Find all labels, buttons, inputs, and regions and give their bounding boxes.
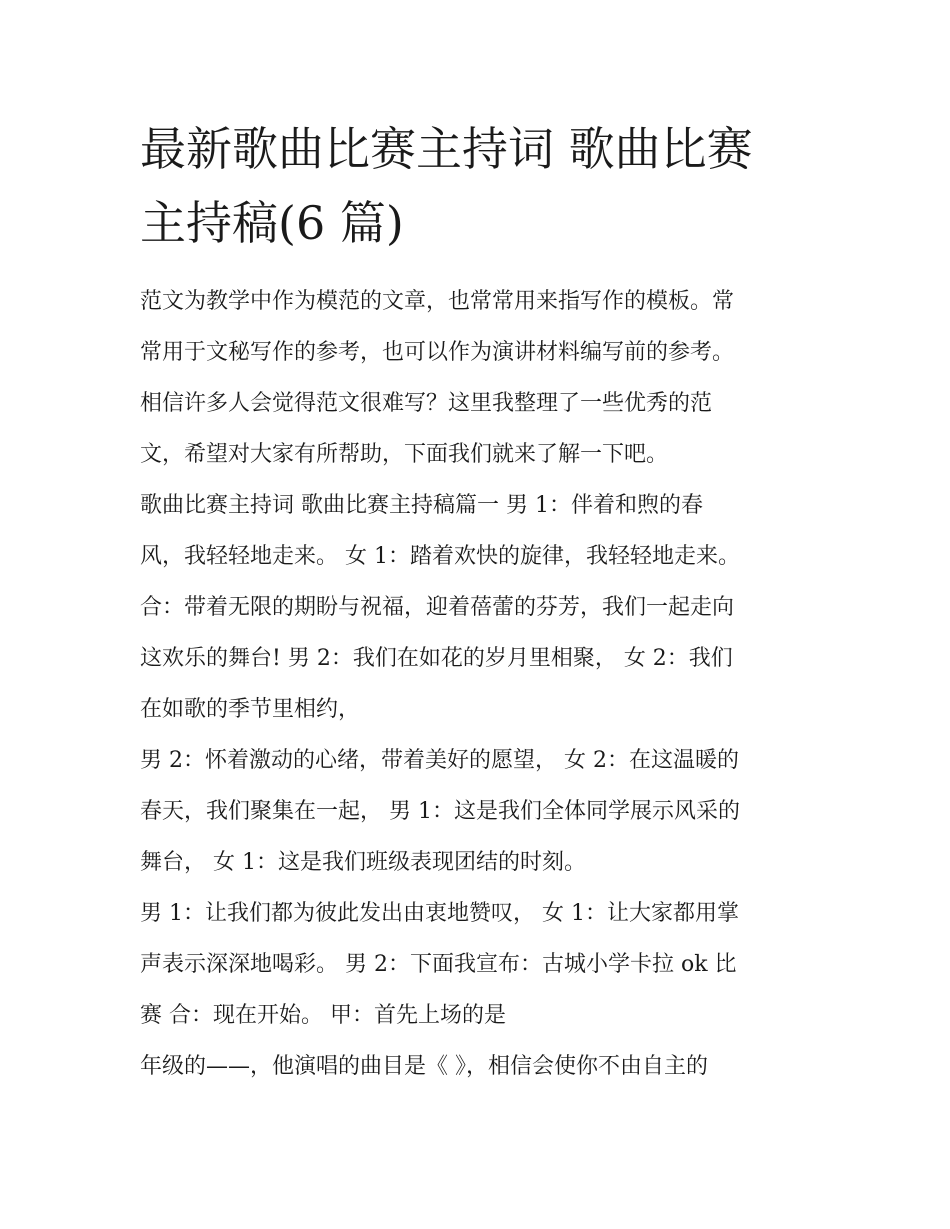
body-line: 风，我轻轻地走来。 女 1：踏着欢快的旋律，我轻轻地走来。 xyxy=(140,544,740,569)
body-line: 这欢乐的舞台! 男 2：我们在如花的岁月里相聚， 女 2：我们 xyxy=(140,646,733,671)
title-line: 最新歌曲比赛主持词 歌曲比赛 xyxy=(140,122,753,176)
body-line: 春天，我们聚集在一起， 男 1：这是我们全体同学展示风采的 xyxy=(140,799,740,824)
body-line: 合：带着无限的期盼与祝福，迎着蓓蕾的芬芳，我们一起走向 xyxy=(140,595,735,620)
body-line: 舞台， 女 1：这是我们班级表现团结的时刻。 xyxy=(140,850,586,875)
body-line: 相信许多人会觉得范文很难写？这里我整理了一些优秀的范 xyxy=(140,391,713,416)
body-line: 男 2：怀着激动的心绪，带着美好的愿望， 女 2：在这温暖的 xyxy=(140,748,739,773)
body-line: 常用于文秘写作的参考，也可以作为演讲材料编写前的参考。 xyxy=(140,340,735,365)
document-page xyxy=(140,112,820,1092)
body-line: 范文为教学中作为模范的文章，也常常用来指写作的模板。常 xyxy=(140,289,735,314)
body-line: 年级的——，他演唱的曲目是《 》，相信会使你不由自主的 xyxy=(140,1054,708,1079)
title-line: 主持稿(6 篇) xyxy=(140,196,404,250)
body-line: 歌曲比赛主持词 歌曲比赛主持稿篇一 男 1：伴着和煦的春 xyxy=(140,493,703,518)
document-title xyxy=(140,112,820,260)
body-line: 文，希望对大家有所帮助，下面我们就来了解一下吧。 xyxy=(140,442,669,467)
body-line: 赛 合：现在开始。 甲：首先上场的是 xyxy=(140,1003,506,1028)
document-body xyxy=(140,276,820,1092)
body-line: 男 1：让我们都为彼此发出由衷地赞叹， 女 1：让大家都用掌 xyxy=(140,901,739,926)
body-line: 在如歌的季节里相约， xyxy=(140,697,361,722)
body-line: 声表示深深地喝彩。 男 2：下面我宣布：古城小学卡拉 ok 比 xyxy=(140,952,737,977)
